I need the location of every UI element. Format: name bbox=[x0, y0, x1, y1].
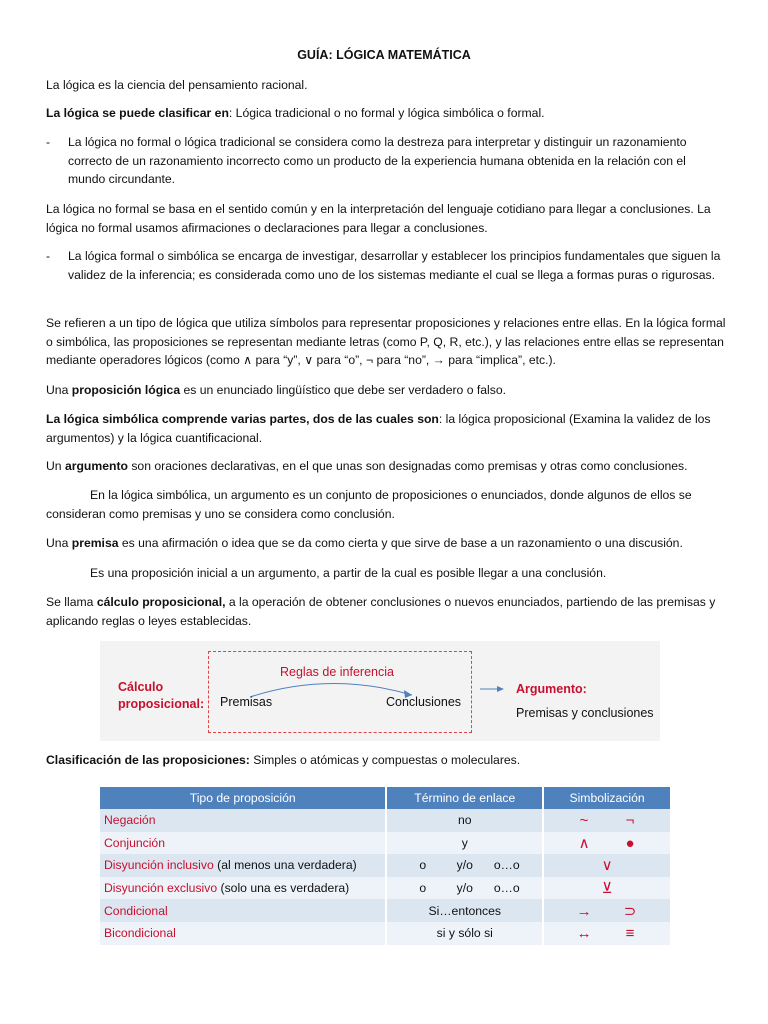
paragraph-text: : la lógica proposicional (Examina la validez de los argumentos) y la lógica cuantificacional. bbox=[46, 412, 711, 445]
proposition-type-name: Conjunción bbox=[104, 835, 165, 850]
table-row bbox=[100, 832, 671, 855]
paragraph-classification-propositions bbox=[46, 751, 726, 770]
paragraph-text: Simples o atómicas y compuestas o moleculares. bbox=[249, 753, 521, 767]
symbol-cell bbox=[543, 854, 671, 877]
symbol-cell bbox=[543, 877, 671, 900]
proposition-type-cell bbox=[100, 854, 386, 877]
link-term: o bbox=[419, 881, 427, 896]
logic-symbol: ¬ bbox=[625, 811, 635, 829]
paragraph-bold: cálculo proposicional, bbox=[96, 595, 226, 609]
paragraph-proposition bbox=[46, 381, 726, 400]
logic-symbol: ⊃ bbox=[623, 902, 637, 920]
table-header: Tipo de proposición bbox=[100, 787, 386, 809]
paragraph-text: es una afirmación o idea que se da como cierta y que sirve de base a un razonamiento o una discusión. bbox=[118, 536, 683, 550]
link-term: si y sólo si bbox=[436, 926, 493, 941]
symbol-cell bbox=[543, 832, 671, 855]
paragraph-bold: Clasificación de las proposiciones: bbox=[46, 753, 250, 767]
diagram-calculus-line1: Cálculo bbox=[118, 680, 164, 694]
paragraph-text: Una bbox=[46, 536, 72, 550]
paragraph-bold: argumento bbox=[64, 459, 128, 473]
table-row bbox=[100, 809, 671, 832]
link-term: y bbox=[461, 835, 468, 850]
paragraph-argument bbox=[46, 457, 726, 476]
link-term: y/o bbox=[456, 858, 473, 873]
diagram-argument-label: Argumento: bbox=[516, 682, 587, 696]
diagram-argument-sub: Premisas y conclusiones bbox=[516, 706, 654, 720]
proposition-type-cell bbox=[100, 922, 386, 945]
propositions-table bbox=[100, 787, 672, 945]
link-term: no bbox=[457, 813, 472, 828]
link-term-cell bbox=[386, 832, 543, 855]
logic-symbol: ≡ bbox=[625, 924, 635, 942]
diagram-inference-rules: Reglas de inferencia bbox=[280, 665, 394, 679]
bullet-formal-logic bbox=[46, 247, 726, 284]
link-term-cell bbox=[386, 809, 543, 832]
proposition-type-name: Bicondicional bbox=[104, 926, 176, 941]
link-term-cell bbox=[386, 899, 543, 922]
proposition-type-note: (al menos una verdadera) bbox=[213, 858, 357, 873]
paragraph-bold: La lógica se puede clasificar en bbox=[46, 106, 229, 120]
logic-symbol: → bbox=[576, 902, 592, 920]
paragraph-text: Se llama bbox=[46, 595, 97, 609]
proposition-type-cell bbox=[100, 809, 386, 832]
proposition-type-note: (solo una es verdadera) bbox=[217, 881, 350, 896]
paragraph-symbols: Se refieren a un tipo de lógica que utiliza símbolos para representar proposiciones y relaciones entre ellas. En la lógica formal o simbólica, las proposiciones se representan mediante letras (como P, Q, R, etc.), y las relaciones entre ellas se representan mediante operadores lógicos (como ∧ para “y”, ∨ para “o”, ¬ para “no”, → para “implica”, etc.). bbox=[46, 316, 726, 367]
paragraph-symbolic-parts bbox=[46, 410, 726, 447]
proposition-type-name: Condicional bbox=[104, 903, 168, 918]
logic-symbol: ⊻ bbox=[601, 880, 613, 898]
paragraph-text: son oraciones declarativas, en el que unas son designadas como premisas y otras como conclusiones. bbox=[127, 459, 688, 473]
paragraph-text: Una bbox=[46, 383, 72, 397]
argument-arrowhead bbox=[497, 686, 504, 692]
diagram-calculus-line2: proposicional: bbox=[118, 697, 205, 711]
link-term: o bbox=[419, 858, 427, 873]
propositional-calculus-diagram bbox=[100, 641, 660, 741]
paragraph-text: Un bbox=[46, 459, 65, 473]
logic-symbol: ~ bbox=[579, 811, 589, 829]
link-term: o…o bbox=[493, 858, 520, 873]
proposition-type-cell bbox=[100, 832, 386, 855]
bullet-informal-logic bbox=[46, 133, 726, 189]
proposition-type-name: Negación bbox=[104, 813, 156, 828]
page-title: GUÍA: LÓGICA MATEMÁTICA bbox=[297, 48, 471, 62]
proposition-type-name: Disyunción exclusivo bbox=[104, 881, 218, 896]
symbol-cell bbox=[543, 922, 671, 945]
table-header-row bbox=[100, 787, 671, 809]
paragraph-informal-basis: La lógica no formal se basa en el sentido común y en la interpretación del lenguaje cotidiano para llegar a conclusiones. La lógica no formal usamos afirmaciones o declaraciones para llegar a conclusiones. bbox=[46, 202, 711, 235]
proposition-type-cell bbox=[100, 899, 386, 922]
paragraph-text: : Lógica tradicional o no formal y lógica simbólica o formal. bbox=[228, 106, 545, 120]
paragraph-premise-initial: Es una proposición inicial a un argumento, a partir de la cual es posible llegar a una conclusión. bbox=[90, 566, 607, 580]
paragraph-bold: premisa bbox=[71, 536, 119, 550]
logic-symbol: ↔ bbox=[576, 924, 592, 942]
proposition-type-cell bbox=[100, 877, 386, 900]
diagram-conclusions: Conclusiones bbox=[386, 695, 462, 709]
paragraph-bold: proposición lógica bbox=[71, 383, 181, 397]
table-row bbox=[100, 899, 671, 922]
paragraph-bold: La lógica simbólica comprende varias partes, dos de las cuales son bbox=[46, 412, 439, 426]
link-term-cell bbox=[386, 877, 543, 900]
link-term: Si…entonces bbox=[428, 903, 502, 918]
proposition-type-name: Disyunción inclusivo bbox=[104, 858, 214, 873]
logic-symbol: ∧ bbox=[578, 834, 590, 852]
logic-symbol: ∨ bbox=[601, 857, 613, 875]
paragraph-definition: La lógica es la ciencia del pensamiento racional. bbox=[46, 78, 308, 92]
link-term: o…o bbox=[493, 881, 520, 896]
diagram-premises: Premisas bbox=[220, 695, 273, 709]
paragraph-argument-symbolic: En la lógica simbólica, un argumento es un conjunto de proposiciones o enunciados, donde algunos de ellos se consideran como premisas y uno se considera como conclusión. bbox=[46, 488, 692, 521]
symbol-cell bbox=[543, 809, 671, 832]
paragraph-classification bbox=[46, 104, 726, 123]
table-row bbox=[100, 854, 671, 877]
paragraph-text: a la operación de obtener conclusiones o nuevos enunciados, partiendo de las premisas y aplicando reglas o leyes establecidas. bbox=[46, 595, 716, 628]
bullet-dash: - bbox=[46, 249, 51, 263]
link-term: y/o bbox=[456, 881, 473, 896]
logic-symbol: ● bbox=[625, 834, 635, 852]
table-header: Simbolización bbox=[543, 787, 671, 809]
bullet-text: La lógica no formal o lógica tradicional se considera como la destreza para interpretar y distinguir un razonamiento correcto de un razonamiento incorrecto como un producto de la experiencia humana obtenida en la relación con el mundo circundante. bbox=[68, 135, 687, 186]
paragraph-calculus bbox=[46, 593, 726, 630]
paragraph-premise bbox=[46, 534, 726, 553]
symbol-cell bbox=[543, 899, 671, 922]
table-row bbox=[100, 922, 671, 945]
bullet-text: La lógica formal o simbólica se encarga de investigar, desarrollar y establecer los principios fundamentales que siguen la validez de la inferencia; es considerada como uno de los sistemas mediante el cual se llega a formas puras o rigurosas. bbox=[68, 249, 721, 282]
bullet-dash: - bbox=[46, 135, 51, 149]
paragraph-text: es un enunciado lingüístico que debe ser verdadero o falso. bbox=[180, 383, 506, 397]
link-term-cell bbox=[386, 922, 543, 945]
table-header: Término de enlace bbox=[386, 787, 543, 809]
table-row bbox=[100, 877, 671, 900]
link-term-cell bbox=[386, 854, 543, 877]
